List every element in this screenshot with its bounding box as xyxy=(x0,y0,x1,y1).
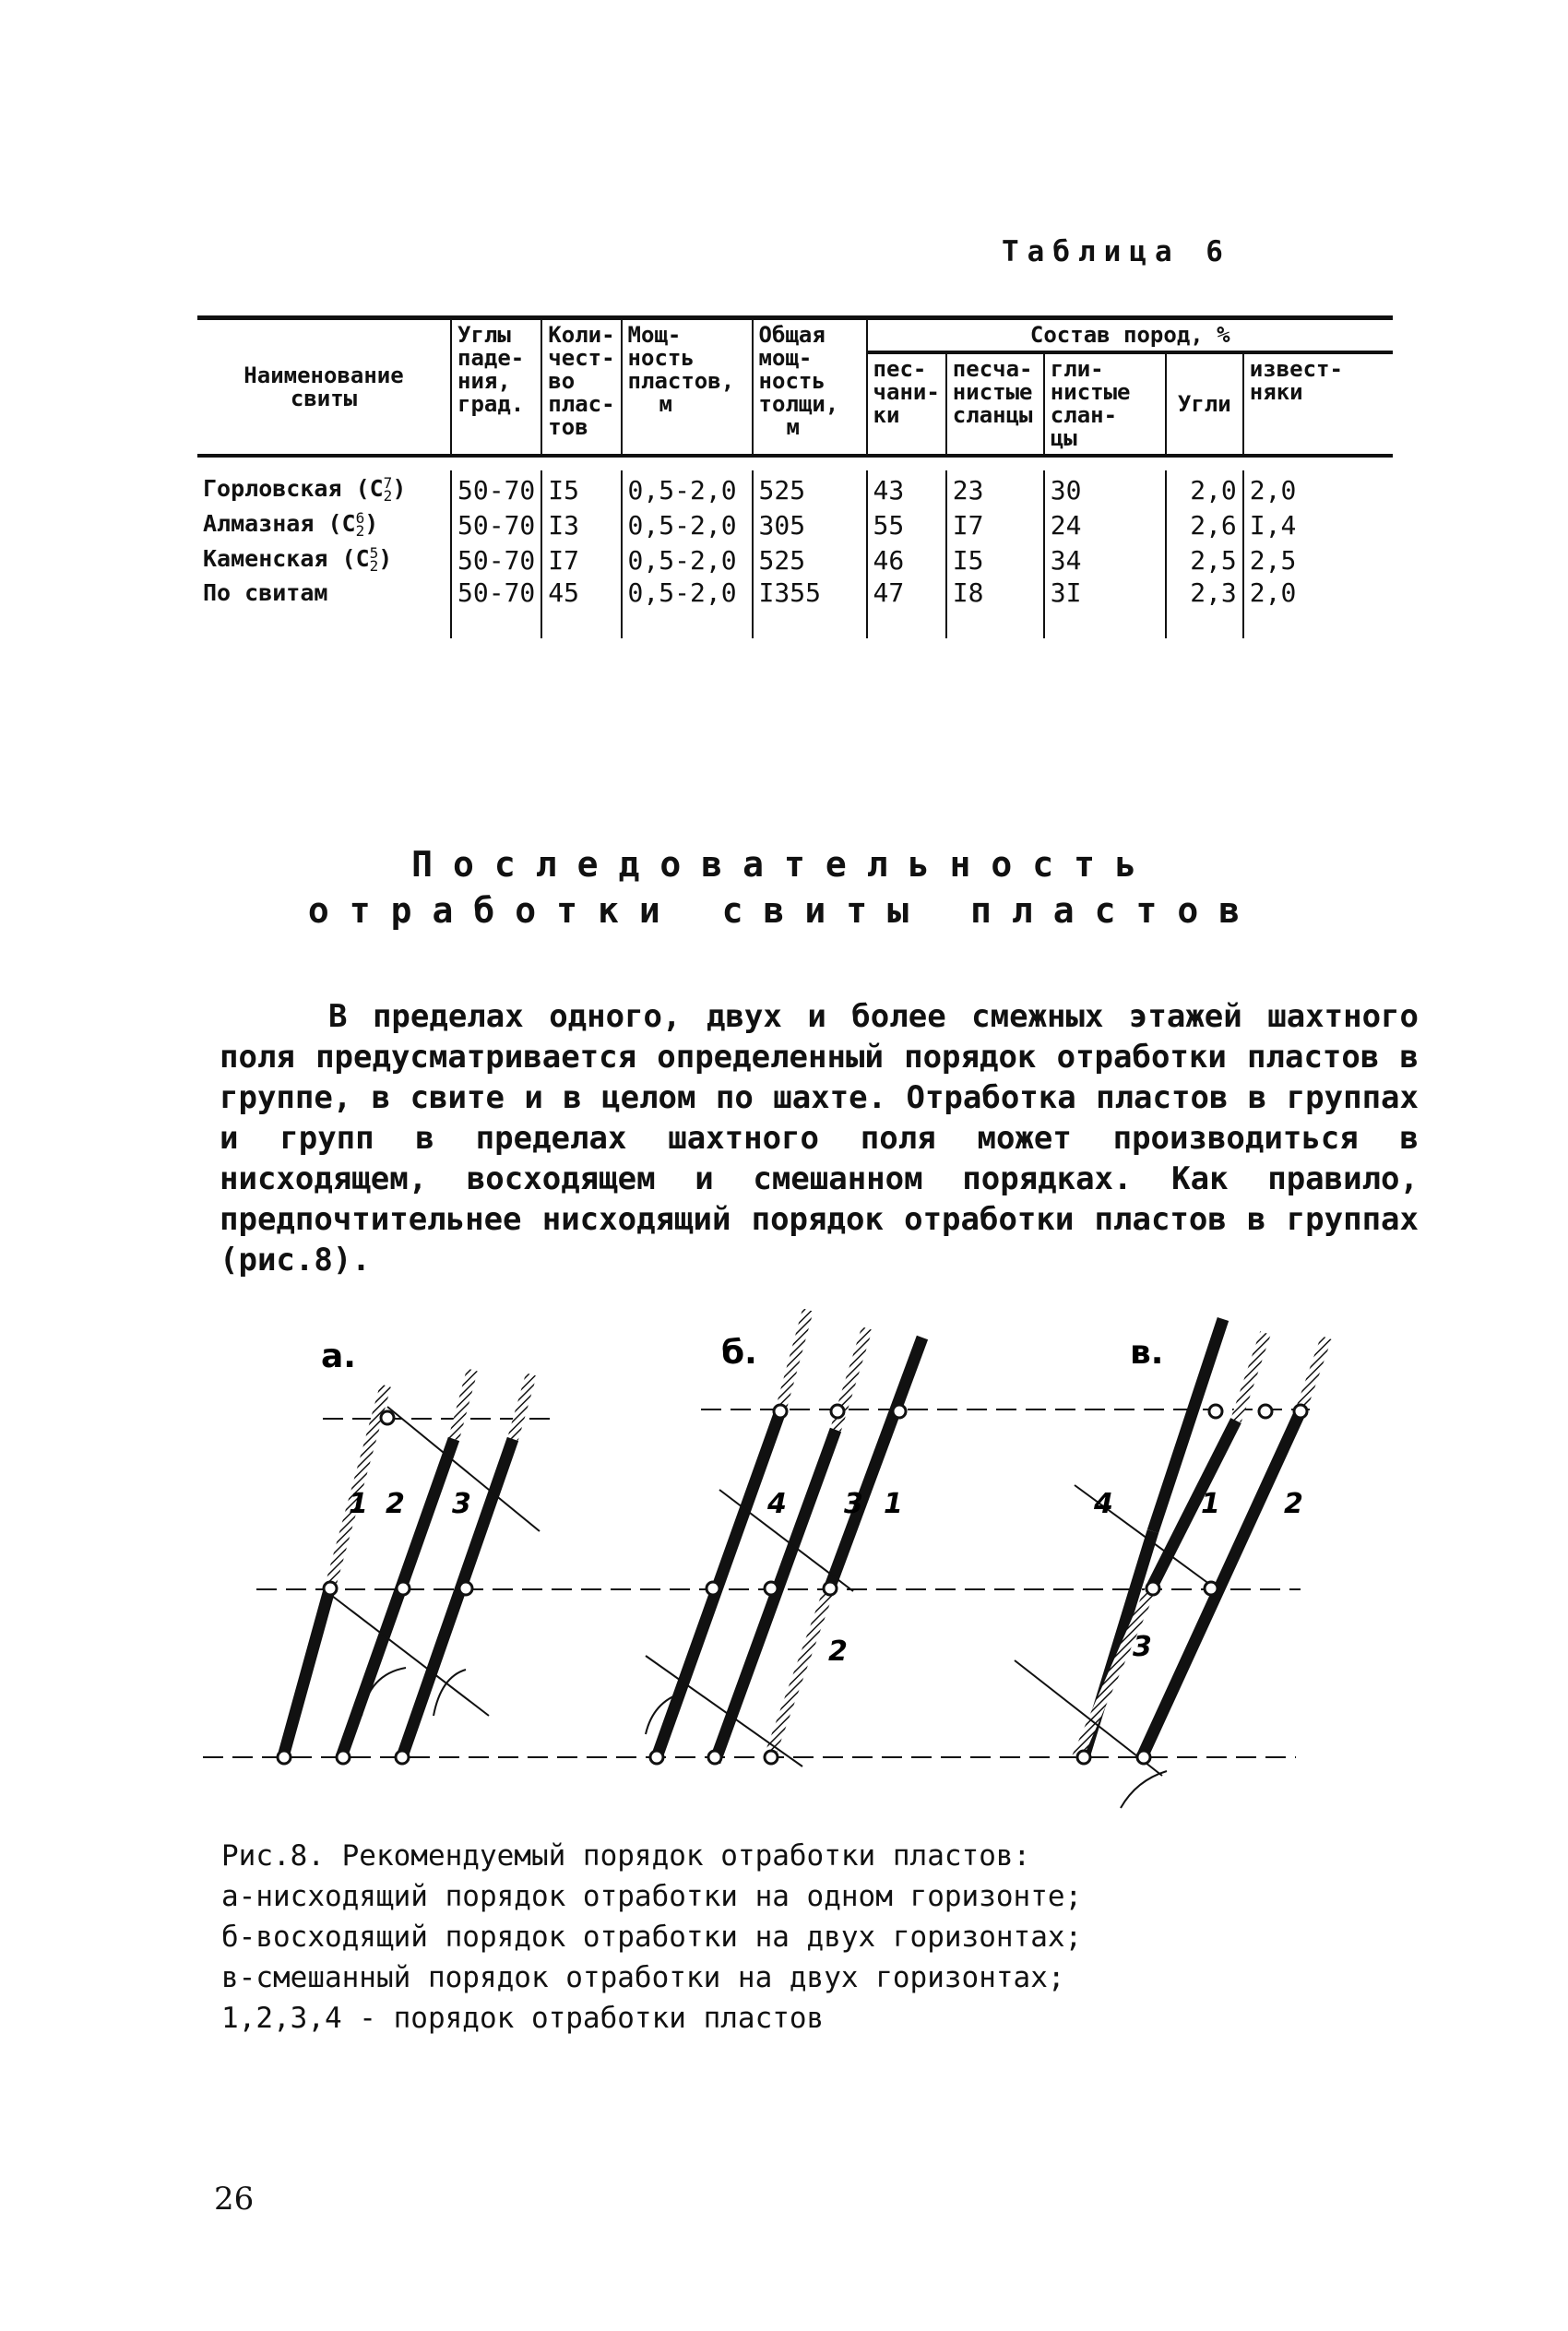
node-marker xyxy=(1209,1405,1222,1418)
seam-2 xyxy=(1142,1411,1301,1757)
panel-a-label: а. xyxy=(321,1338,356,1375)
cell-sandstone: 43 xyxy=(867,470,946,505)
cell-total: 525 xyxy=(753,541,867,576)
cell-thickness: 0,5-2,0 xyxy=(622,505,753,541)
cell-thickness: 0,5-2,0 xyxy=(622,541,753,576)
caption-line: б-восходящий порядок отработки на двух горизонтах; xyxy=(221,1921,1083,1954)
seam-1 xyxy=(282,1587,330,1760)
node-marker xyxy=(1259,1405,1272,1418)
seam-label: 2 xyxy=(386,1488,405,1520)
seam-label: 2 xyxy=(1284,1488,1303,1520)
cell-sandstone: 47 xyxy=(867,576,946,638)
cell-coal: 2,5 xyxy=(1166,541,1243,576)
node-marker xyxy=(278,1751,291,1764)
seam-3-mined xyxy=(513,1374,531,1439)
seam-2-mined xyxy=(769,1587,830,1757)
node-marker xyxy=(397,1582,410,1595)
row-name: Горловская (С 7 2 ) xyxy=(197,470,451,505)
seam-label: 4 xyxy=(767,1488,787,1520)
header-sandy-shale: песча- нистые сланцы xyxy=(946,352,1044,456)
cell-limestone: 2,0 xyxy=(1243,470,1393,505)
header-clay-shale: гли- нистые слан- цы xyxy=(1044,352,1166,456)
cell-sandy-shale: I8 xyxy=(946,576,1044,638)
seam-3-mined xyxy=(1077,1588,1151,1757)
node-marker xyxy=(650,1751,663,1764)
seam-1-mined xyxy=(330,1386,386,1587)
cell-limestone: 2,5 xyxy=(1243,541,1393,576)
section-line xyxy=(332,1596,489,1716)
cell-angles: 50-70 xyxy=(451,576,541,638)
header-composition: Состав пород, % xyxy=(867,318,1393,353)
cell-sandstone: 46 xyxy=(867,541,946,576)
panel-b-label: б. xyxy=(721,1334,757,1372)
body-paragraph: В пределах одного, двух и более смежных этажей шахтного поля предусматривается определенный порядок отработки пластов в группе, в свите и в целом по шахте. Отработка пластов в группах и групп в пределах шахтного поля может производиться в нисходящем, восходящем и смешанном порядках. Как правило, предпочтительнее нисходящий порядок отработки пластов в группах (рис.8). xyxy=(220,998,1419,1278)
caption-line: в-смешанный порядок отработки на двух горизонтах; xyxy=(221,1961,1065,1994)
row-name: Каменская (С 5 2 ) xyxy=(197,541,451,576)
seam-hatched xyxy=(780,1310,808,1411)
seam-label: 3 xyxy=(1133,1631,1152,1663)
seam-label: 4 xyxy=(1094,1488,1113,1520)
cell-limestone: I,4 xyxy=(1243,505,1393,541)
node-marker xyxy=(765,1582,778,1595)
caving-line xyxy=(1121,1771,1167,1808)
caption-line: 1,2,3,4 - порядок отработки пластов xyxy=(221,2002,825,2035)
header-count: Коли- чест- во плас- тов xyxy=(541,318,621,457)
panel-c xyxy=(1015,1319,1326,1808)
cell-sandy-shale: 23 xyxy=(946,470,1044,505)
cell-coal: 2,6 xyxy=(1166,505,1243,541)
caption-line: а-нисходящий порядок отработки на одном горизонте; xyxy=(221,1880,1083,1913)
header-sandstone: пес- чани- ки xyxy=(867,352,946,456)
node-marker xyxy=(396,1751,409,1764)
seam-2-mined xyxy=(454,1370,472,1439)
node-marker xyxy=(381,1411,394,1424)
node-marker xyxy=(1146,1582,1159,1595)
node-marker xyxy=(765,1751,778,1764)
cell-count: I3 xyxy=(541,505,621,541)
page-number: 26 xyxy=(214,2181,255,2218)
seam-label: 1 xyxy=(1201,1488,1220,1520)
seam-label: 2 xyxy=(828,1635,848,1668)
cell-coal: 2,3 xyxy=(1166,576,1243,638)
seam-label: 1 xyxy=(884,1488,903,1520)
node-marker xyxy=(1294,1405,1307,1418)
panel-b xyxy=(646,1310,922,1766)
cell-count: I7 xyxy=(541,541,621,576)
figure-caption xyxy=(221,1836,1448,2039)
row-name: Алмазная (С 6 2 ) xyxy=(197,505,451,541)
row-name: По свитам xyxy=(197,576,451,638)
seam-label: 3 xyxy=(452,1488,471,1520)
seam-label: 3 xyxy=(844,1488,863,1520)
node-marker xyxy=(1205,1582,1218,1595)
cell-thickness: 0,5-2,0 xyxy=(622,470,753,505)
cell-angles: 50-70 xyxy=(451,541,541,576)
header-name: Наименование свиты xyxy=(197,318,451,457)
cell-coal: 2,0 xyxy=(1166,470,1243,505)
caption-line: Рис.8. Рекомендуемый порядок отработки пластов: xyxy=(221,1839,1031,1873)
cell-clay-shale: 3I xyxy=(1044,576,1166,638)
cell-angles: 50-70 xyxy=(451,470,541,505)
section-title-line2: отработки свиты пластов xyxy=(307,890,1261,931)
cell-thickness: 0,5-2,0 xyxy=(622,576,753,638)
cell-limestone: 2,0 xyxy=(1243,576,1393,638)
node-marker xyxy=(708,1751,721,1764)
cell-clay-shale: 24 xyxy=(1044,505,1166,541)
cell-count: I5 xyxy=(541,470,621,505)
node-marker xyxy=(824,1582,837,1595)
node-marker xyxy=(774,1405,787,1418)
node-marker xyxy=(831,1405,844,1418)
panel-c-label: в. xyxy=(1130,1334,1164,1372)
node-marker xyxy=(324,1582,337,1595)
node-marker xyxy=(1077,1751,1090,1764)
cell-sandstone: 55 xyxy=(867,505,946,541)
seam-label: 1 xyxy=(349,1488,368,1520)
cell-sandy-shale: I7 xyxy=(946,505,1044,541)
cell-clay-shale: 34 xyxy=(1044,541,1166,576)
header-thickness: Мощ- ность пластов, м xyxy=(622,318,753,457)
cell-total: 525 xyxy=(753,470,867,505)
section-title-line1: Последовательность xyxy=(411,844,1157,885)
cell-total: I355 xyxy=(753,576,867,638)
seam-3 xyxy=(715,1430,836,1762)
panel-a xyxy=(278,1338,540,1764)
node-marker xyxy=(893,1405,906,1418)
table-title: Таблица 6 xyxy=(1002,235,1231,268)
header-limestone: извест- няки xyxy=(1243,352,1393,456)
seam-1 xyxy=(830,1338,922,1587)
seam-2-mined xyxy=(1301,1338,1326,1411)
node-marker xyxy=(1137,1751,1150,1764)
cell-total: 305 xyxy=(753,505,867,541)
node-marker xyxy=(337,1751,350,1764)
cell-sandy-shale: I5 xyxy=(946,541,1044,576)
cell-count: 45 xyxy=(541,576,621,638)
header-total: Общая мощ- ность толщи, м xyxy=(753,318,867,457)
header-angles: Углы паде- ния, град. xyxy=(451,318,541,457)
cell-clay-shale: 30 xyxy=(1044,470,1166,505)
node-marker xyxy=(707,1582,719,1595)
header-coal: Угли xyxy=(1166,352,1243,456)
cell-angles: 50-70 xyxy=(451,505,541,541)
node-marker xyxy=(459,1582,472,1595)
